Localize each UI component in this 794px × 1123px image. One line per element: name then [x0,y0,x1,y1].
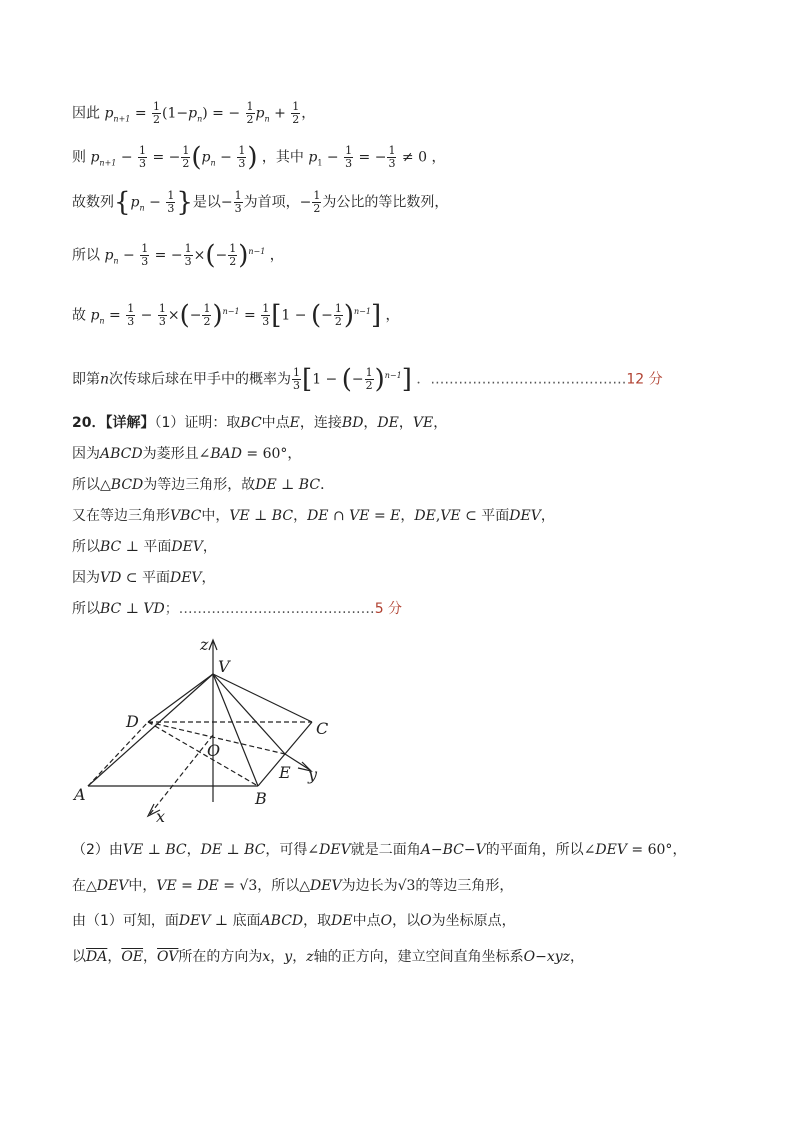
text: 因此 [72,105,100,122]
text: 即第 [72,371,100,388]
label-D: D [126,712,139,731]
text: （2）由 [72,842,123,858]
text: ，取 [303,913,332,929]
label-O: O [207,741,221,760]
text: 为首项， [243,194,300,211]
label-V: V [218,657,230,676]
label-C: C [316,719,329,738]
text: 平面 [481,508,510,524]
text: 中， [128,878,157,894]
score-label: 12 分 [626,371,663,388]
leader-dots: ．…………………………………… [416,371,627,388]
label-E: E [279,763,291,782]
q20-line-3: 所以△BCD为等边三角形，故DE ⊥ BC． [72,477,335,493]
text: 就是二面角 [350,842,421,858]
text: 以 [72,949,86,965]
edge-DB [148,722,258,786]
detail-tag: 【详解】 [105,415,155,431]
q20-heading: 20．【详解】（1）证明：取BC中点E，连接BD，DE，VE， [72,415,448,431]
text: 因为 [72,570,100,586]
text: 为坐标原点， [431,913,516,929]
edge-VB [213,674,258,786]
x-axis [150,735,213,814]
edge-VA [88,674,213,786]
q20-line-4: 又在等边三角形VBC中，VE ⊥ BC，DE ∩ VE = E，DE,VE ⊂ 平面DEV， [72,508,555,524]
text: 中点 [261,415,290,431]
text: 平面 [143,539,172,555]
text: ，可得 [265,842,308,858]
edge-AD [88,722,148,786]
text: 由（1）可知，面 [72,913,179,929]
text: 底面 [232,913,261,929]
text: 为菱形且 [142,446,199,462]
text: 所以 [72,601,100,617]
q20-part2-line-4: 以$\overline{DA}$，$\overline{OE}$，$\overline{OV}$所在的方向为x，y，z轴的正方向，建立空间直角坐标系O−xyz， [72,949,585,965]
text: 在 [72,878,86,894]
label-y: y [308,765,318,784]
text: 中点 [352,913,381,929]
solution-line-5: 故 $p_n$ = $\frac{1}{3}$ − $\frac{1}{3}$ ×(− $\frac{1}{2}$ )$^{n-1}$ = $\frac{1}{3}$ [1 − (− $\frac{1}{2}$ )$^{n-1}$] ， [72,300,400,331]
q20-part2-line-3: 由（1）可知，面DEV ⊥ 底面ABCD，取DE中点O，以O为坐标原点， [72,913,516,929]
text: 为公比的等比数列， [322,194,449,211]
solution-line-3: 故数列{$p_n$ − $\frac{1}{3}$ }是以− $\frac{1}{3}$ 为首项，− $\frac{1}{2}$ 为公比的等比数列， [72,187,449,218]
label-A: A [74,785,86,804]
leader-dots: ；…………………………………… [164,601,375,617]
edge-VC [213,674,312,722]
text: ，以 [392,913,421,929]
text: ，连接 [299,415,342,431]
q20-line-5: 所以BC ⊥ 平面DEV， [72,539,217,555]
label-x: x [156,807,166,826]
edge-VE [213,674,285,754]
text: 的平面角，所以 [485,842,584,858]
text: 又在等边三角形 [72,508,170,524]
question-number: 20． [72,415,106,431]
text: 所以 [72,247,100,264]
solution-line-2: 则 $p_{n+1}$ − $\frac{1}{3}$ = − $\frac{1}{2}$ ($p_n$ − $\frac{1}{3}$ ) ，其中 $p_1$ − $\frac{1}{3}$ = − $\frac{1}{3}$ ≠ 0 ， [72,142,446,173]
text: ，所以 [257,878,300,894]
text: 为边长为 [341,878,398,894]
q20-line-6: 因为VD ⊂ 平面DEV， [72,570,216,586]
q20-part2-line-1: （2）由VE ⊥ BC，DE ⊥ BC，可得∠DEV就是二面角A−BC−V的平面角，所以∠DEV = 60°， [72,842,687,858]
text: 所在的方向为 [178,949,263,965]
text: 中， [201,508,230,524]
text: 故 [72,307,86,324]
text: （1）证明：取 [154,415,241,431]
q20-part2-line-2: 在△DEV中，VE = DE = √3，所以△DEV为边长为√3的等边三角形， [72,878,514,894]
text: 因为 [72,446,100,462]
text: 所以 [72,477,100,493]
text: 次传球后球在甲手中的概率为 [109,371,292,388]
text: 轴的正方向，建立空间直角坐标系 [313,949,524,965]
score-label: 5 分 [374,601,403,617]
solution-line-1: 因此 $p_{n+1}$ = $\frac{1}{2}$ $(1-p_n)$ = − $\frac{1}{2}$ $p_n$ + $\frac{1}{2}$ ， [72,100,316,126]
solution-line-4: 所以 $p_n$ − $\frac{1}{3}$ = − $\frac{1}{3}$ ×(− $\frac{1}{2}$ )$^{n-1}$ ， [72,240,284,271]
text: 是以 [192,194,221,211]
text: 平面 [141,570,170,586]
text: ，其中 [261,149,304,166]
variable-n: n [100,371,110,388]
text: 则 [72,149,86,166]
edge-VD [148,674,213,722]
label-z: z [200,635,209,654]
text: 为等边三角形，故 [143,477,256,493]
text: 故数列 [72,194,114,211]
text: 的等边三角形， [415,878,514,894]
solution-line-6: 即第n次传球后球在甲手中的概率为 $\frac{1}{3}$ [1 − (− $\frac{1}{2}$ )$^{n-1}$] ．……………………………………12 分 [72,364,663,395]
q20-line-2: 因为ABCD为菱形且∠BAD = 60°， [72,446,302,462]
q20-line-7: 所以BC ⊥ VD；……………………………………5 分 [72,601,403,617]
label-B: B [255,789,267,808]
pyramid-figure [60,630,360,830]
text: 所以 [72,539,100,555]
